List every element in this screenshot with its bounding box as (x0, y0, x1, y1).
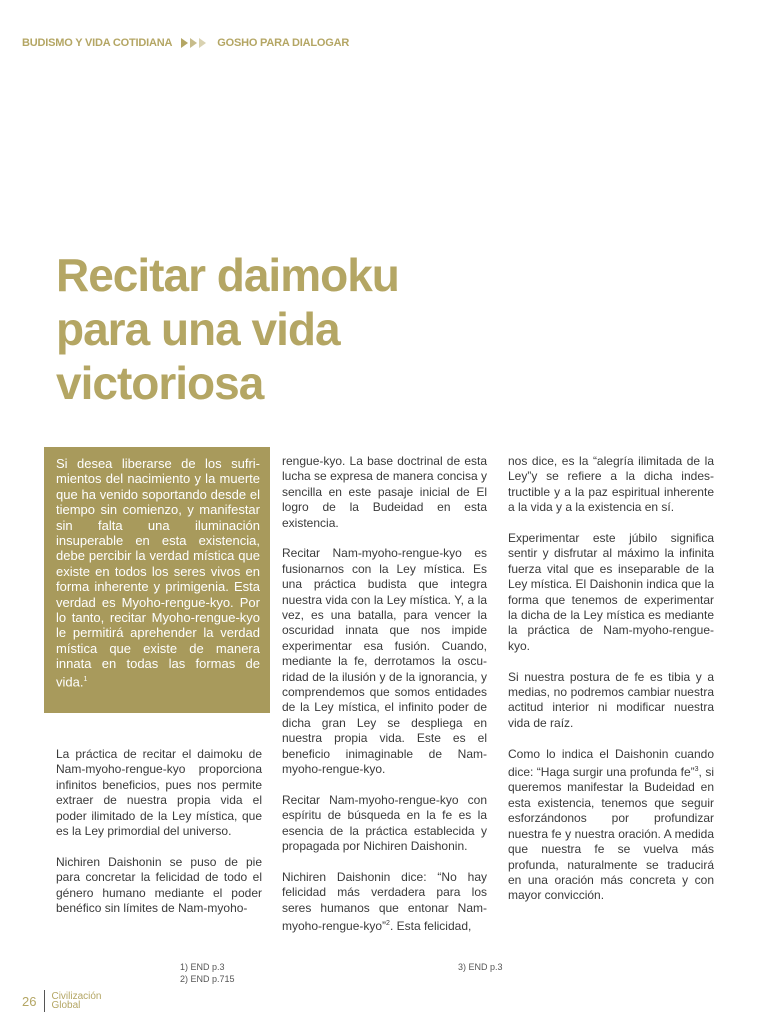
footnote-ref-1: 1 (83, 675, 88, 683)
paragraph: Recitar Nam-myoho-rengue-kyo es fusionarnos con la Ley mística. Es una práctica budista que integra nuestra vida con la Ley mística. Y, a la vez, es una batalla, para vencer la oscuridad innata que nos impide experimentar esa fusión. Cuando, mediante la fe, derrotamos la oscuridad de la ilusión y de la ignorancia, y comprendemos que somos entidades de la Ley mística, el infinito poder de dicha gran Ley se despliega en nuestra propia vida. Este es el beneficio inimaginable de Nam-myoho-rengue-kyo. (282, 546, 487, 777)
paragraph-text: . Esta felicidad, (389, 919, 472, 934)
paragraph: nos dice, es la “alegría ilimitada de la Ley”y se refiere a la dicha indestructible y a la paz espiritual inherente a la vida y a la existencia en sí. (508, 454, 714, 515)
paragraph: rengue-kyo. La base doctrinal de esta lucha se expresa de manera concisa y sencilla en este pasaje inicial de El logro de la Budeidad en esta existencia. (282, 454, 487, 530)
paragraph (508, 747, 714, 904)
publication-name (51, 992, 101, 1010)
paragraph: Nichiren Daishonin se puso de pie para concretar la felicidad de todo el género humano mediante el poder benéfico sin límites de Nam-myoho- (56, 854, 262, 916)
gosho-quote-box (44, 447, 270, 713)
divider (44, 990, 45, 1012)
subsection-label: GOSHO PARA DIALOGAR (217, 37, 350, 49)
text-column-1 (56, 747, 262, 932)
footnote-2: 2) END p.715 (180, 974, 235, 984)
text-column-2 (282, 454, 487, 950)
footnote-3: 3) END p.3 (458, 962, 503, 972)
page-number: 26 (22, 993, 37, 1009)
paragraph (282, 870, 487, 935)
running-header (22, 37, 349, 49)
footnote-1: 1) END p.3 (180, 962, 225, 972)
title-line-1: Recitar daimoku (56, 249, 399, 301)
title-line-3: victoriosa (56, 357, 264, 409)
paragraph: Experimentar este júbilo significa sentir y disfrutar al máximo la infinita fuerza vital que es inseparable de la Ley mística. El Daishonin indica que la forma que tenemos de experimentar la dicha de la Ley mística es mediante la práctica de Nam-myoho-rengue-kyo. (508, 531, 714, 653)
paragraph-text: Como lo indica el Daishonin cuando dice: “Haga surgir una profunda fe” (508, 746, 714, 780)
gosho-quote-text: Si desea liberarse de los sufrimientos del nacimiento y la muerte que ha venido soportando desde el tiempo sin comienzo, y manifestar sin falta una iluminación insuperable en esta existencia, debe percibir la verdad mística que existe en todos los seres vivos en forma inherente y primigenia. Esta verdad es Myoho-rengue-kyo. Por lo tanto, recitar Myoho-rengue-kyo le permitirá aprehender la verdad mística que existe de manera innata en todas las formas de vida. (56, 456, 260, 690)
text-column-3 (508, 454, 714, 919)
footnotes-left (180, 961, 235, 985)
title-line-2: para una vida (56, 303, 340, 355)
section-label: BUDISMO Y VIDA COTIDIANA (22, 37, 173, 49)
page-footer (22, 990, 101, 1012)
triple-arrow-icon (181, 38, 208, 48)
footnote-ref-2: 2 (386, 920, 390, 928)
article-title (56, 248, 476, 410)
paragraph: Recitar Nam-myoho-rengue-kyo con espíritu de búsqueda en la fe es la esencia de la práctica establecida y propagada por Nichiren Daishonin. (282, 792, 487, 854)
paragraph-text: Nichiren Daishonin dice: “No hay felicidad más verdadera para los seres humanos que entonar Nam-myoho-rengue-kyo” (282, 869, 487, 934)
paragraph: La práctica de recitar el daimoku de Nam-myoho-rengue-kyo proporciona infinitos beneficios, pues nos permite extraer de nuestra propia vida el poder ilimitado de la Ley mística, que es la Ley primordial del universo. (56, 747, 262, 839)
footnotes-right (458, 961, 503, 973)
publication-line-2: Global (51, 1000, 81, 1011)
publication-line-1: Civilización (51, 991, 102, 1002)
footnote-ref-3: 3 (694, 766, 699, 774)
paragraph: Si nuestra postura de fe es tibia y a medias, no podremos cambiar nuestra actitud interior ni modificar nuestra vida de raíz. (508, 669, 714, 730)
gosho-quote (56, 456, 260, 689)
paragraph-text: , si queremos manifestar la Budeidad en esta existencia, tenemos que seguir esforzándonos por profundizar nuestra fe y nuestra oración. A medida que nuestra fe se vuelva más profunda, naturalmente se traducirá en una oración más concreta y con mayor convicción. (508, 765, 714, 903)
